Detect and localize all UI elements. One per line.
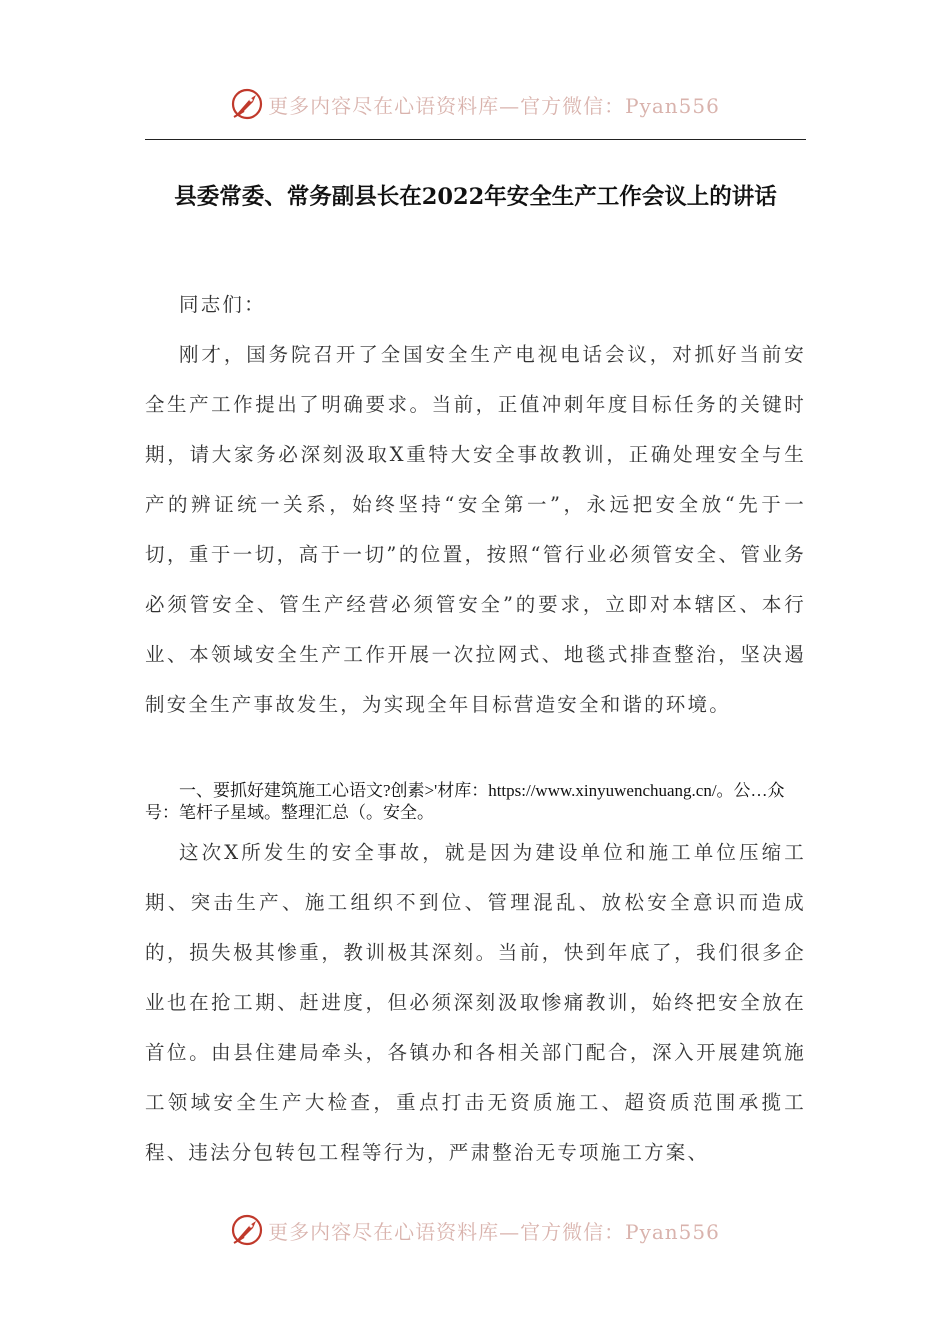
paragraph-2: 这次X所发生的安全事故，就是因为建设单位和施工单位压缩工期、突击生产、施工组织不到位、管理混乱、放松安全意识而造成的，损失极其惨重，教训极其深刻。当前，快到年底了，我们很多企业也在抢工期、赶进度，但必须深刻汲取惨痛教训，始终把安全放在首位。由县住建局牵头，各镇办和各相关部门配合，深入开展建筑施工领域安全生产大检查，重点打击无资质施工、超资质范围承揽工程、违法分包转包工程等行为，严肃整治无专项施工方案、 <box>145 841 806 1164</box>
section-heading-1: 一、要抓好建筑施工心语文?创素>'材库：https://www.xinyuwenchuang.cn/。公…众号：笔杆子星域。整理汇总（。安全。 <box>145 781 785 822</box>
pen-nib-logo-icon <box>230 87 264 121</box>
document-title: 县委常委、常务副县长在2022年安全生产工作会议上的讲话 <box>174 184 777 210</box>
header-divider <box>145 139 806 140</box>
header-banner-text: 更多内容尽在心语资料库—官方微信：Pyan556 <box>268 93 720 118</box>
pen-nib-logo-icon <box>230 1213 264 1247</box>
footer-banner-text: 更多内容尽在心语资料库—官方微信：Pyan556 <box>268 1219 720 1244</box>
paragraph-1: 刚才，国务院召开了全国安全生产电视电话会议，对抓好当前安全生产工作提出了明确要求。当前，正值冲刺年度目标任务的关键时期，请大家务必深刻汲取X重特大安全事故教训，正确处理安全与生产的辨证统一关系，始终坚持“安全第一”，永远把安全放“先于一切，重于一切，高于一切”的位置，按照“管行业必须管安全、管业务必须管安全、管生产经营必须管安全”的要求，立即对本辖区、本行业、本领域安全生产工作开展一次拉网式、地毯式排查整治，坚决遏制安全生产事故发生，为实现全年目标营造安全和谐的环境。 <box>145 343 806 716</box>
salutation: 同志们： <box>179 293 266 316</box>
footer-banner <box>0 1210 950 1250</box>
header-banner <box>0 84 950 124</box>
